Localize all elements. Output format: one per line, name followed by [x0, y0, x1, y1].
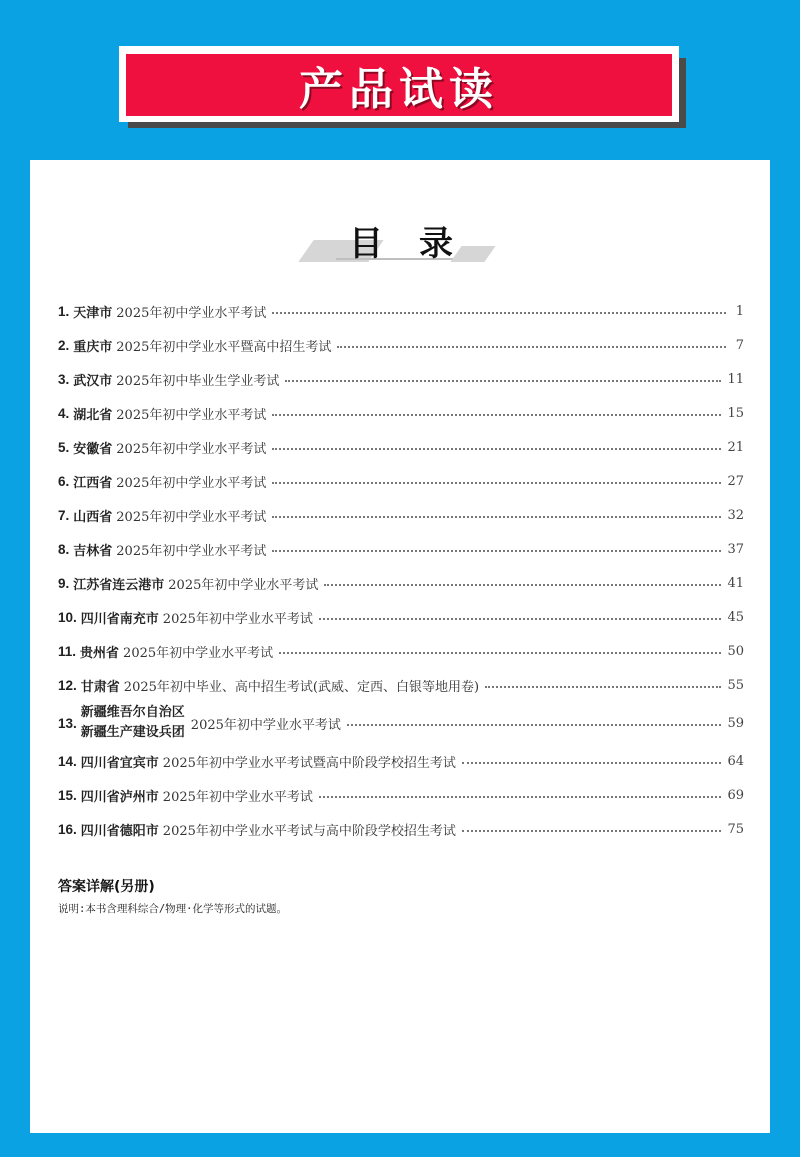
toc-leader-dots: [319, 796, 722, 798]
toc-page-number: 11: [727, 371, 744, 387]
toc-heading: [306, 216, 496, 268]
toc-leader-dots: [285, 380, 721, 382]
toc-leader-dots: [272, 550, 721, 552]
answers-label: 答案详解(另册): [58, 879, 155, 895]
toc-number: 12.: [58, 677, 77, 693]
toc-place: [81, 703, 185, 743]
toc-exam-title: 2025年初中学业水平考试: [162, 611, 313, 627]
toc-place: 四川省泸州市: [80, 789, 159, 805]
toc-place: 重庆市: [73, 339, 113, 355]
toc-number: 7.: [58, 507, 70, 523]
toc-list: [58, 294, 744, 846]
toc-page-number: 1: [735, 303, 744, 319]
toc-row[interactable]: [58, 812, 744, 846]
toc-page-number: 64: [727, 753, 744, 769]
toc-place: 四川省德阳市: [80, 823, 159, 839]
toc-number: 11.: [58, 643, 77, 659]
toc-exam-title: 2025年初中学业水平考试: [168, 577, 319, 593]
toc-leader-dots: [272, 414, 721, 416]
toc-row[interactable]: [58, 778, 744, 812]
toc-number: 2.: [58, 337, 70, 353]
toc-row[interactable]: [58, 328, 744, 362]
note-text: 说明:本书含理科综合/物理·化学等形式的试题。: [58, 903, 287, 915]
toc-exam-title: 2025年初中学业水平考试: [190, 717, 341, 733]
toc-page-number: 55: [727, 677, 744, 693]
toc-number: 3.: [58, 371, 70, 387]
toc-leader-dots: [462, 762, 722, 764]
toc-page-number: 21: [727, 439, 744, 455]
toc-page-number: 7: [735, 337, 744, 353]
toc-row[interactable]: [58, 702, 744, 744]
toc-place: 吉林省: [73, 543, 113, 559]
toc-row[interactable]: [58, 362, 744, 396]
toc-page-number: 15: [727, 405, 744, 421]
toc-page-number: 69: [727, 787, 744, 803]
toc-number: 13.: [58, 715, 77, 731]
toc-place: 四川省宜宾市: [80, 755, 159, 771]
toc-row[interactable]: [58, 600, 744, 634]
toc-leader-dots: [279, 652, 721, 654]
toc-number: 16.: [58, 821, 77, 837]
toc-place: 天津市: [73, 305, 113, 321]
toc-place: 安徽省: [73, 441, 113, 457]
toc-leader-dots: [272, 448, 721, 450]
toc-place-line: 新疆生产建设兵团: [80, 725, 185, 740]
toc-exam-title: 2025年初中学业水平考试暨高中阶段学校招生考试: [162, 755, 456, 771]
toc-row[interactable]: [58, 396, 744, 430]
toc-exam-title: 2025年初中学业水平考试: [116, 543, 267, 559]
toc-exam-title: 2025年初中毕业、高中招生考试(武威、定西、白银等地用卷): [123, 679, 480, 695]
toc-place: 甘肃省: [80, 679, 120, 695]
toc-exam-title: 2025年初中学业水平考试: [116, 475, 267, 491]
toc-place: 武汉市: [73, 373, 113, 389]
toc-number: 4.: [58, 405, 70, 421]
toc-leader-dots: [485, 686, 721, 688]
toc-page-number: 59: [727, 715, 744, 731]
toc-row[interactable]: [58, 744, 744, 778]
header-banner: [126, 54, 672, 116]
toc-row[interactable]: [58, 498, 744, 532]
toc-number: 9.: [58, 575, 70, 591]
document-page: [30, 160, 770, 1133]
toc-exam-title: 2025年初中毕业生学业考试: [116, 373, 280, 389]
toc-leader-dots: [272, 312, 726, 314]
toc-place: 山西省: [73, 509, 113, 525]
toc-leader-dots: [347, 724, 722, 726]
toc-number: 1.: [58, 303, 70, 319]
toc-row[interactable]: [58, 634, 744, 668]
toc-page-number: 37: [727, 541, 744, 557]
toc-exam-title: 2025年初中学业水平暨高中招生考试: [116, 339, 332, 355]
toc-page-number: 75: [727, 821, 744, 837]
toc-title: 目录: [349, 224, 489, 264]
toc-row[interactable]: [58, 668, 744, 702]
toc-place: 四川省南充市: [80, 611, 159, 627]
toc-place-line: 新疆维吾尔自治区: [80, 705, 185, 720]
toc-leader-dots: [272, 482, 721, 484]
toc-leader-dots: [319, 618, 722, 620]
toc-exam-title: 2025年初中学业水平考试: [116, 407, 267, 423]
toc-number: 8.: [58, 541, 70, 557]
toc-page-number: 45: [727, 609, 744, 625]
toc-leader-dots: [272, 516, 721, 518]
toc-page-number: 27: [727, 473, 744, 489]
toc-page-number: 50: [727, 643, 744, 659]
toc-page-number: 32: [727, 507, 744, 523]
toc-exam-title: 2025年初中学业水平考试与高中阶段学校招生考试: [162, 823, 456, 839]
toc-number: 5.: [58, 439, 70, 455]
toc-row[interactable]: [58, 532, 744, 566]
toc-place: 湖北省: [73, 407, 113, 423]
toc-row[interactable]: [58, 430, 744, 464]
toc-place: 江西省: [73, 475, 113, 491]
toc-row[interactable]: [58, 464, 744, 498]
toc-exam-title: 2025年初中学业水平考试: [116, 509, 267, 525]
toc-place: 贵州省: [80, 645, 120, 661]
toc-leader-dots: [337, 346, 726, 348]
toc-exam-title: 2025年初中学业水平考试: [116, 441, 267, 457]
toc-leader-dots: [462, 830, 722, 832]
toc-exam-title: 2025年初中学业水平考试: [162, 789, 313, 805]
toc-row[interactable]: [58, 566, 744, 600]
toc-number: 6.: [58, 473, 70, 489]
toc-number: 14.: [58, 753, 77, 769]
toc-page-number: 41: [727, 575, 744, 591]
toc-exam-title: 2025年初中学业水平考试: [116, 305, 267, 321]
toc-number: 15.: [58, 787, 77, 803]
toc-number: 10.: [58, 609, 77, 625]
toc-exam-title: 2025年初中学业水平考试: [123, 645, 274, 661]
toc-place: 江苏省连云港市: [73, 577, 165, 593]
toc-leader-dots: [324, 584, 721, 586]
toc-row[interactable]: [58, 294, 744, 328]
banner-title: 产品试读: [299, 64, 499, 115]
